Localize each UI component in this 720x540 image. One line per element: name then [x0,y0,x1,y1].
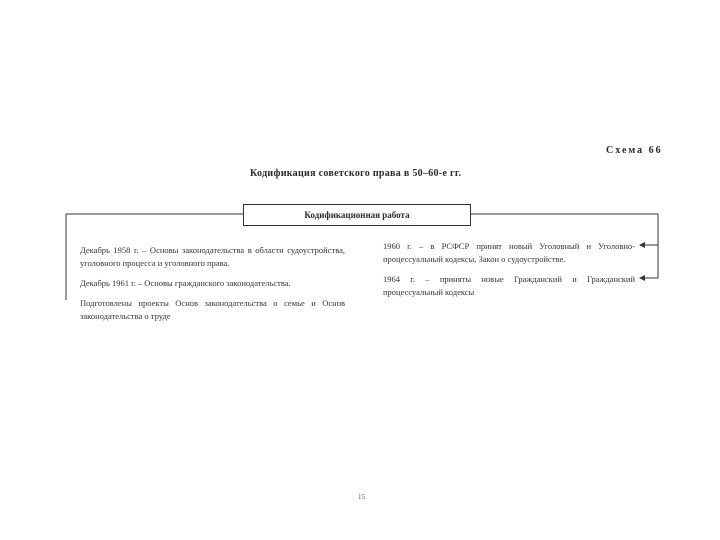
scheme-label: Схема 66 [606,145,663,156]
right-item: 1964 г. – приняты новые Гражданский и Гражданский процессуальный кодексы [383,274,635,297]
left-item: Подготовлены проекты Основ законодательства о семье и Основ законодательства о труде [80,298,345,321]
codification-box: Кодификационная работа [243,204,471,226]
left-column [80,244,345,330]
left-item: Декабрь 1958 г. – Основы законодательства в области судоустройства, уголовного процесса и уголовного права. [80,245,345,268]
right-column [383,240,635,306]
right-item: 1960 г. – в РСФСР принят новый Уголовный и Уголовно-процессуальный кодексы, Закон о судоустройстве. [383,241,635,264]
page-number: 15 [358,493,365,501]
page-title: Кодификация советского права в 50–60-е гг. [250,168,462,179]
left-item: Декабрь 1961 г. – Основы гражданского законодательства. [80,278,291,288]
